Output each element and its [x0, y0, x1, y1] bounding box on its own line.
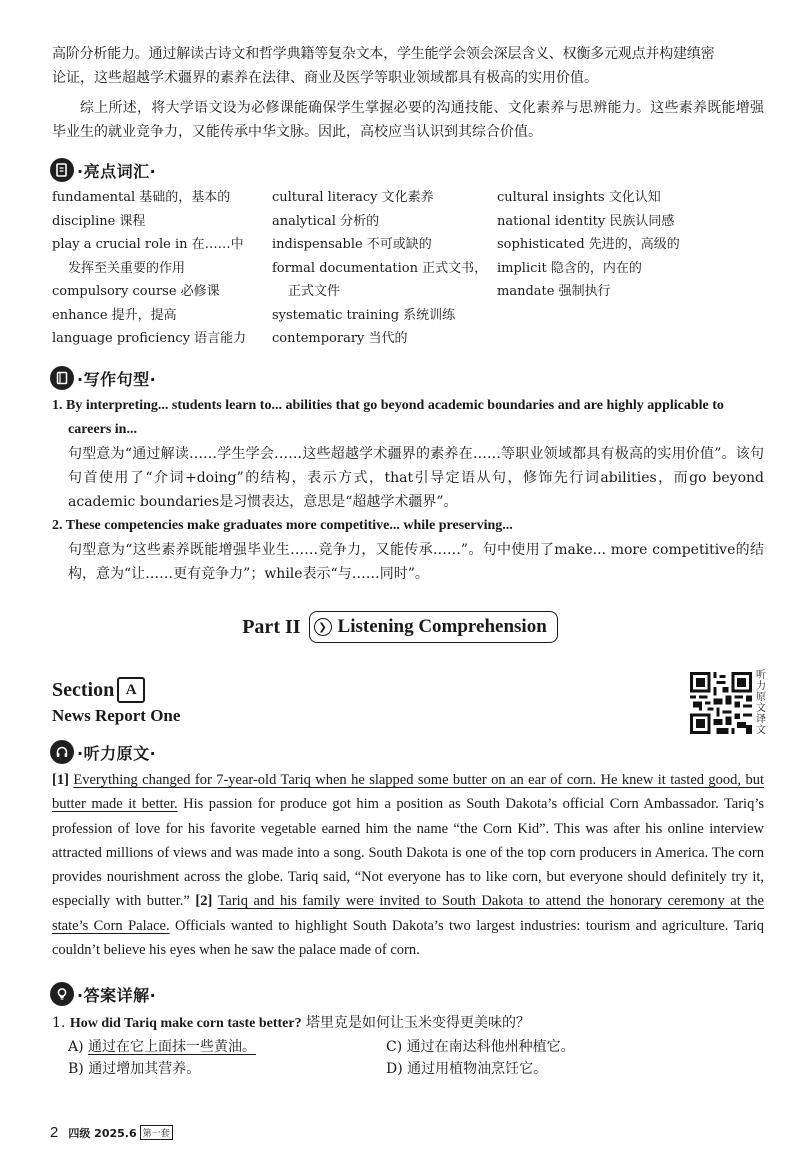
page-number: 2	[50, 1124, 59, 1141]
vocab-item: mandate 强制执行	[497, 284, 611, 299]
vocab-item: enhance 提升，提高	[52, 307, 177, 323]
vocab-item: language proficiency 语言能力	[52, 331, 247, 346]
pattern-2-number: 2.	[52, 518, 63, 533]
pattern-2-explanation: 句型意为“这些素养既能增强毕业生……竞争力，又能传承……”。句中使用了make... more competitive的结构，意为“让……更有竞争力”；while表示“与……同时”。	[68, 542, 764, 582]
vocab-item: cultural insights 文化认知	[497, 190, 661, 205]
pattern-1-text: By interpreting... students learn to... abilities that go beyond academic boundaries and are highly applicable to careers in...	[66, 398, 724, 437]
part-title-box	[309, 611, 558, 643]
vocab-item: sophisticated 先进的，高级的	[497, 237, 680, 252]
news-report-title: News Report One	[52, 706, 181, 725]
part-label: Part II	[242, 615, 301, 638]
transcript-text: Officials wanted to highlight South Dakota’s two largest industries: tourism and agriculture. Tariq couldn’t believe his eyes when he saw the palace made of corn.	[52, 917, 764, 959]
vocab-heading	[50, 156, 156, 184]
answers-heading	[50, 980, 156, 1008]
vocab-item: play a crucial role in 在……中	[52, 237, 244, 252]
question-marker-1: [1]	[52, 772, 69, 788]
chevron-right-icon: ❯	[314, 618, 332, 636]
qr-code-icon[interactable]	[690, 672, 752, 734]
transcript-text: His passion for produce got him a position as South Dakota’s official Corn Ambassador. Tariq’s profession of love for his favorite vegetable earned him the name “the Corn Kid”. This was after his online interview attracted millions of views and was made into a song. South Dakota is one of the top corn producers in America. The corn provides nourishment across the globe. Tariq said, “Not everyone has to like corn, but everyone should definitely try it, especially with butter.”	[52, 796, 764, 910]
pattern-2-text: These competencies make graduates more competitive... while preserving...	[65, 518, 513, 533]
question-english: How did Tariq make corn taste better?	[69, 1016, 302, 1031]
pattern-item-2	[52, 514, 764, 586]
vocab-item: systematic training 系统训练	[272, 307, 456, 323]
option-c: C) 通过在南达科他州种植它。	[386, 1039, 575, 1055]
section-label: Section	[52, 678, 115, 701]
headphones-icon	[50, 740, 74, 764]
vocab-column-2	[272, 186, 487, 351]
vocab-item: 发挥至关重要的作用	[68, 260, 186, 276]
qr-label: 听力原文译文	[756, 670, 766, 736]
listening-transcript	[52, 768, 764, 962]
answer-sentence-2: Tariq and his family were invited to South Dakota to attend the honorary ceremony at the state’s Corn Palace.	[52, 893, 764, 934]
footer	[50, 1124, 173, 1141]
lightbulb-icon	[50, 982, 74, 1006]
doc-icon	[50, 158, 74, 182]
vocab-item: contemporary 当代的	[272, 331, 408, 346]
vocab-item: analytical 分析的	[272, 213, 380, 229]
pattern-2-english	[52, 514, 764, 538]
option-a-key: A)	[68, 1039, 84, 1055]
volume-label: 第一套	[140, 1125, 173, 1140]
option-d: D) 通过用植物油烹饪它。	[386, 1061, 548, 1077]
patterns-heading-text: ·写作句型·	[77, 369, 157, 389]
listening-text-heading	[50, 738, 156, 766]
part-banner	[0, 610, 800, 644]
answer-sentence-1: Everything changed for 7-year-old Tariq when he slapped some butter on an ear of corn. He knew it tasted good, but butter made it better.	[52, 772, 764, 813]
notebook-icon	[50, 366, 74, 390]
pattern-1-explanation: 句型意为“通过解读……学生学会……这些超越学术疆界的素养在……等职业领域都具有极高的实用价值”。该句句首使用了“介词+doing”的结构，表示方式，that引导定语从句，修饰先行词abilities，而go beyond academic boundaries是习惯表达，意思是“超越学术疆界”。	[68, 446, 764, 510]
pattern-item-1	[52, 394, 764, 514]
patterns-heading	[50, 364, 156, 392]
vocab-column-3	[497, 186, 747, 304]
vocab-item: fundamental 基础的，基本的	[52, 190, 231, 205]
vocab-item: discipline 课程	[52, 213, 146, 229]
question-1	[52, 1012, 530, 1035]
vocab-item: 正式文件	[288, 284, 341, 299]
option-b: B) 通过增加其营养。	[68, 1061, 201, 1077]
vocab-heading-text: ·亮点词汇·	[77, 161, 157, 181]
pattern-1-english	[52, 394, 764, 442]
question-marker-2: [2]	[195, 893, 213, 910]
vocab-item: indispensable 不可或缺的	[272, 237, 432, 252]
intro-line-2: 论证，这些超越学术疆界的素养在法律、商业及医学等职业领域都具有极高的实用价值。	[52, 70, 598, 86]
intro-paragraph-1	[52, 42, 764, 90]
option-a	[68, 1036, 256, 1058]
question-chinese: 塔里克是如何让玉米变得更美味的？	[306, 1015, 531, 1031]
section-badge: A	[117, 677, 145, 703]
vocab-column-1	[52, 186, 262, 351]
listening-heading-text: ·听力原文·	[77, 743, 157, 763]
section-title	[52, 676, 145, 704]
option-a-text: 通过在它上面抹一些黄油。	[88, 1039, 257, 1055]
magazine-label: 四级 2025.6	[68, 1126, 137, 1140]
question-number: 1.	[52, 1015, 66, 1031]
vocab-item: compulsory course 必修课	[52, 284, 220, 299]
part-title: Listening Comprehension	[337, 616, 547, 637]
vocab-item: implicit 隐含的，内在的	[497, 260, 642, 276]
intro-line-1: 高阶分析能力。通过解读古诗文和哲学典籍等复杂文本，学生能学会领会深层含义、权衡多元观点并构建缜密	[52, 46, 715, 62]
vocab-item: cultural literacy 文化素养	[272, 190, 434, 205]
answers-heading-text: ·答案详解·	[77, 985, 157, 1005]
vocab-item: national identity 民族认同感	[497, 213, 675, 229]
vocab-item: formal documentation 正式文书，	[272, 260, 488, 276]
pattern-1-number: 1.	[52, 398, 63, 413]
intro-paragraph-2: 综上所述，将大学语文设为必修课能确保学生掌握必要的沟通技能、文化素养与思辨能力。这些素养既能增强毕业生的就业竞争力，又能传承中华文脉。因此，高校应当认识到其综合价值。	[52, 100, 764, 140]
